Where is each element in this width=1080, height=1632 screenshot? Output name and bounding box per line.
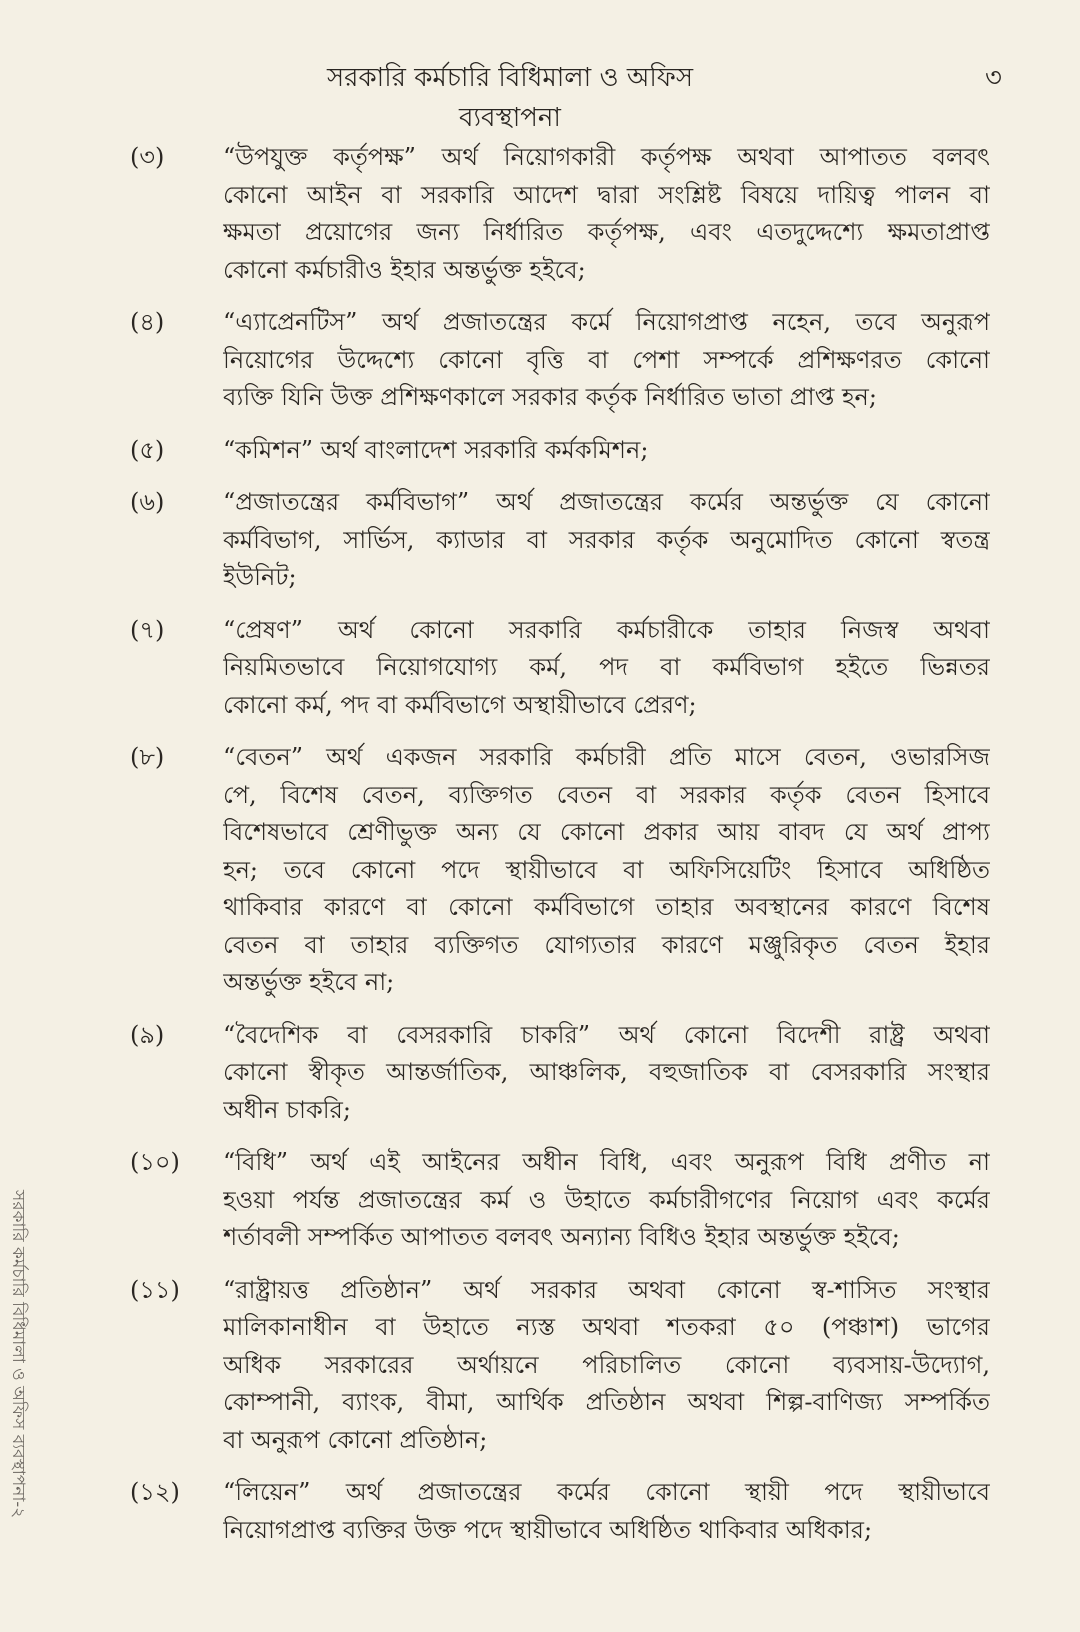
clause-number: (১১): [130, 1275, 180, 1304]
side-margin-text: সরকারি কর্মচারি বিধিমালা ও অফিস ব্যবস্থাপনা-২: [8, 1190, 28, 1519]
page-number: ৩: [985, 63, 1002, 93]
text-line: নিয়মিতভাবে নিয়োগযোগ্য কর্ম, পদ বা কর্মবিভাগ হইতে ভিন্নতর: [223, 653, 990, 681]
definition-item: [130, 484, 990, 597]
text-line: ক্ষমতা প্রয়োগের জন্য নির্ধারিত কর্তৃপক্ষ, এবং এতদুদ্দেশ্যে ক্ষমতাপ্রাপ্ত: [223, 218, 990, 246]
clause-number: (১০): [130, 1148, 180, 1176]
text-line: বা অনুরূপ কোনো প্রতিষ্ঠান;: [223, 1425, 488, 1454]
definition-text: [223, 1144, 990, 1257]
definition-item: [130, 1144, 990, 1257]
text-line: “প্রেষণ” অর্থ কোনো সরকারি কর্মচারীকে তাহার নিজস্ব অথবা: [223, 615, 990, 644]
definition-text: [223, 1272, 990, 1460]
definition-item: [130, 739, 990, 1002]
text-line: “এ্যাপ্রেনটিস” অর্থ প্রজাতন্ত্রের কর্মে নিয়োগপ্রাপ্ত নহেন, তবে অনুরূপ: [223, 308, 990, 336]
definition-text: [223, 304, 990, 417]
clause-number: (৩): [130, 143, 165, 171]
clause-number: (৮): [130, 743, 165, 771]
definition-text: [223, 432, 990, 470]
text-line: “প্রজাতন্ত্রের কর্মবিভাগ” অর্থ প্রজাতন্ত্রের কর্মের অন্তর্ভুক্ত যে কোনো: [223, 488, 990, 516]
clause-number: (৪): [130, 308, 165, 336]
text-line: অন্তর্ভুক্ত হইবে না;: [223, 968, 395, 996]
clause-number: (৬): [130, 488, 165, 516]
text-line: বেতন বা তাহার ব্যক্তিগত যোগ্যতার কারণে মঞ্জুরিকৃত বেতন ইহার: [223, 930, 990, 959]
text-line: অধীন চাকরি;: [223, 1095, 351, 1124]
text-line: বিশেষভাবে শ্রেণীভুক্ত অন্য যে কোনো প্রকার আয় বাবদ যে অর্থ প্রাপ্য: [223, 818, 990, 846]
definition-text: [223, 739, 990, 1002]
definition-text: [223, 484, 990, 597]
definition-item: [130, 432, 990, 470]
text-line: কোনো কর্ম, পদ বা কর্মবিভাগে অস্থায়ীভাবে প্রেরণ;: [223, 690, 697, 719]
definition-text: [223, 1017, 990, 1130]
text-line: “বিধি” অর্থ এই আইনের অধীন বিধি, এবং অনুরূপ বিধি প্রণীত না: [223, 1148, 990, 1176]
definition-text: [223, 1474, 990, 1549]
text-line: মালিকানাধীন বা উহাতে ন্যস্ত অথবা শতকরা ৫০ (পঞ্চাশ) ভাগের: [223, 1313, 990, 1341]
text-line: “উপযুক্ত কর্তৃপক্ষ” অর্থ নিয়োগকারী কর্তৃপক্ষ অথবা আপাতত বলবৎ: [223, 143, 990, 171]
definitions-list: [130, 139, 990, 1549]
text-line: হন; তবে কোনো পদে স্থায়ীভাবে বা অফিসিয়েটিং হিসাবে অধিষ্ঠিত: [223, 855, 990, 884]
text-line: কোনো স্বীকৃত আন্তর্জাতিক, আঞ্চলিক, বহুজাতিক বা বেসরকারি সংস্থার: [223, 1058, 990, 1086]
clause-number: (৯): [130, 1020, 165, 1049]
definition-text: [223, 139, 990, 289]
running-header-title: সরকারি কর্মচারি বিধিমালা ও অফিস ব্যবস্থাপনা: [326, 63, 694, 133]
text-line: কোনো কর্মচারীও ইহার অন্তর্ভুক্ত হইবে;: [223, 255, 586, 284]
text-line: “রাষ্ট্রায়ত্ত প্রতিষ্ঠান” অর্থ সরকার অথবা কোনো স্ব-শাসিত সংস্থার: [223, 1275, 990, 1304]
clause-number: (১২): [130, 1478, 180, 1506]
definition-item: [130, 139, 990, 289]
text-line: থাকিবার কারণে বা কোনো কর্মবিভাগে তাহার অবস্থানের কারণে বিশেষ: [223, 893, 990, 921]
text-line: পে, বিশেষ বেতন, ব্যক্তিগত বেতন বা সরকার কর্তৃক বেতন হিসাবে: [223, 780, 990, 809]
text-line: কোনো আইন বা সরকারি আদেশ দ্বারা সংশ্লিষ্ট বিষয়ে দায়িত্ব পালন বা: [223, 180, 990, 209]
text-line: কোম্পানী, ব্যাংক, বীমা, আর্থিক প্রতিষ্ঠান অথবা শিল্প-বাণিজ্য সম্পর্কিত: [223, 1388, 990, 1416]
text-line: অধিক সরকারের অর্থায়নে পরিচালিত কোনো ব্যবসায়-উদ্যোগ,: [223, 1350, 990, 1379]
text-line: “লিয়েন” অর্থ প্রজাতন্ত্রের কর্মের কোনো স্থায়ী পদে স্থায়ীভাবে: [223, 1478, 990, 1506]
text-line: নিয়োগের উদ্দেশ্যে কোনো বৃত্তি বা পেশা সম্পর্কে প্রশিক্ষণরত কোনো: [223, 345, 990, 374]
text-line: “কমিশন” অর্থ বাংলাদেশ সরকারি কর্মকমিশন;: [223, 435, 649, 464]
text-line: নিয়োগপ্রাপ্ত ব্যক্তির উক্ত পদে স্থায়ীভাবে অধিষ্ঠিত থাকিবার অধিকার;: [223, 1515, 873, 1544]
definition-item: [130, 1017, 990, 1130]
text-line: ব্যক্তি যিনি উক্ত প্রশিক্ষণকালে সরকার কর্তৃক নির্ধারিত ভাতা প্রাপ্ত হন;: [223, 383, 877, 411]
clause-number: (৫): [130, 435, 165, 464]
text-line: “বেতন” অর্থ একজন সরকারি কর্মচারী প্রতি মাসে বেতন, ওভারসিজ: [223, 743, 990, 771]
text-line: “বৈদেশিক বা বেসরকারি চাকরি” অর্থ কোনো বিদেশী রাষ্ট্র অথবা: [223, 1020, 990, 1049]
definition-item: [130, 612, 990, 725]
text-line: ইউনিট;: [223, 563, 297, 591]
text-line: কর্মবিভাগ, সার্ভিস, ক্যাডার বা সরকার কর্তৃক অনুমোদিত কোনো স্বতন্ত্র: [223, 525, 990, 554]
text-line: হওয়া পর্যন্ত প্রজাতন্ত্রের কর্ম ও উহাতে কর্মচারীগণের নিয়োগ এবং কর্মের: [223, 1185, 990, 1214]
running-header: [0, 58, 1080, 133]
text-line: শর্তাবলী সম্পর্কিত আপাতত বলবৎ অন্যান্য বিধিও ইহার অন্তর্ভুক্ত হইবে;: [223, 1223, 900, 1251]
definition-text: [223, 612, 990, 725]
definition-item: [130, 1474, 990, 1549]
clause-number: (৭): [130, 615, 165, 644]
definition-item: [130, 1272, 990, 1460]
definition-item: [130, 304, 990, 417]
